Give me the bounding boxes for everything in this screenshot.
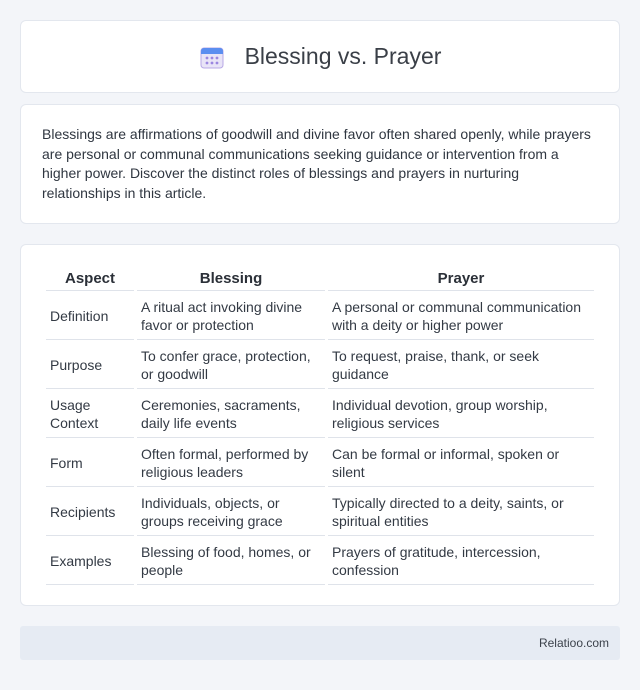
footer-bar xyxy=(20,626,620,660)
title-card xyxy=(20,20,620,93)
page-title: Blessing vs. Prayer xyxy=(244,43,442,69)
aspect-cell: Examples xyxy=(46,538,134,585)
intro-card xyxy=(20,104,620,224)
table-row xyxy=(46,293,594,340)
blessing-cell: Ceremonies, sacraments, daily life events xyxy=(137,391,325,438)
header-blessing: Blessing xyxy=(137,267,325,291)
prayer-cell: A personal or communal communication with a deity or higher power xyxy=(328,293,594,340)
prayer-cell: Can be formal or informal, spoken or silent xyxy=(328,440,594,487)
blessing-cell: A ritual act invoking divine favor or protection xyxy=(137,293,325,340)
calendar-icon xyxy=(199,44,225,70)
aspect-cell: Purpose xyxy=(46,342,134,389)
header-aspect: Aspect xyxy=(46,267,134,291)
prayer-cell: Individual devotion, group worship, religious services xyxy=(328,391,594,438)
comparison-table xyxy=(43,265,597,587)
prayer-cell: Prayers of gratitude, intercession, confession xyxy=(328,538,594,585)
prayer-cell: Typically directed to a deity, saints, or spiritual entities xyxy=(328,489,594,536)
table-row xyxy=(46,440,594,487)
table-header-row xyxy=(46,267,594,291)
comparison-card xyxy=(20,244,620,606)
table-row xyxy=(46,538,594,585)
intro-paragraph: Blessings are affirmations of goodwill and divine favor often shared openly, while prayers are personal or communal communications seeking guidance or intervention from a higher power. Discover the distinct roles of blessings and prayers in nurturing relationships in this article. xyxy=(42,126,591,201)
prayer-cell: To request, praise, thank, or seek guidance xyxy=(328,342,594,389)
header-prayer: Prayer xyxy=(328,267,594,291)
aspect-cell: Recipients xyxy=(46,489,134,536)
table-row xyxy=(46,342,594,389)
blessing-cell: Individuals, objects, or groups receiving grace xyxy=(137,489,325,536)
blessing-cell: To confer grace, protection, or goodwill xyxy=(137,342,325,389)
footer-brand: Relatioo.com xyxy=(538,636,609,650)
aspect-cell: Definition xyxy=(46,293,134,340)
aspect-cell: Usage Context xyxy=(46,391,134,438)
table-row xyxy=(46,489,594,536)
table-row xyxy=(46,391,594,438)
title-bar xyxy=(21,21,619,92)
blessing-cell: Blessing of food, homes, or people xyxy=(137,538,325,585)
aspect-cell: Form xyxy=(46,440,134,487)
blessing-cell: Often formal, performed by religious leaders xyxy=(137,440,325,487)
